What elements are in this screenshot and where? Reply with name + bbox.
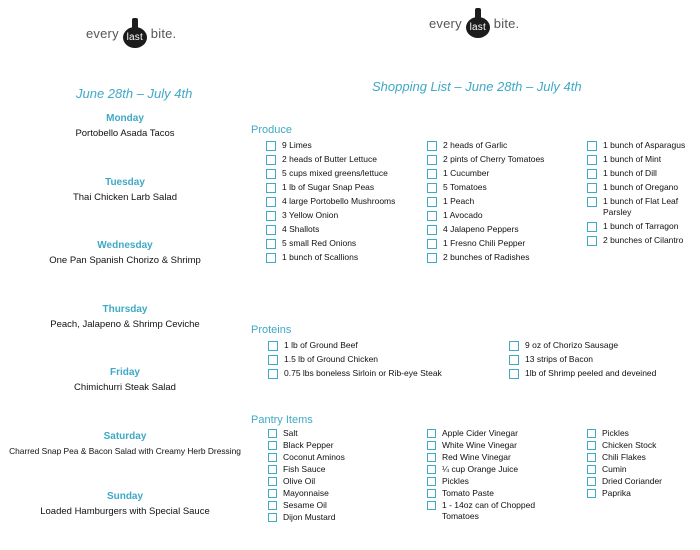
checkbox[interactable]: [427, 141, 437, 151]
list-item[interactable]: 1 bunch of Asparagus: [587, 140, 697, 151]
proteins-column-1: [268, 340, 498, 382]
checkbox[interactable]: [268, 465, 277, 474]
pantry-column-1: [268, 428, 408, 524]
list-item[interactable]: 1 Fresno Chili Pepper: [427, 238, 567, 249]
list-item[interactable]: White Wine Vinegar: [427, 440, 567, 451]
list-item[interactable]: Pickles: [587, 428, 697, 439]
day-name: Thursday: [102, 304, 148, 315]
checkbox[interactable]: [268, 477, 277, 486]
day-name: Sunday: [106, 491, 144, 502]
checkbox[interactable]: [587, 441, 596, 450]
list-item[interactable]: 1 bunch of Scallions: [266, 252, 416, 263]
checkbox[interactable]: [427, 169, 437, 179]
list-item[interactable]: Mayonnaise: [268, 488, 408, 499]
list-item[interactable]: 4 Shallots: [266, 224, 416, 235]
checkbox[interactable]: [268, 441, 277, 450]
list-item[interactable]: 1 bunch of Flat Leaf Parsley: [587, 196, 697, 218]
checkbox[interactable]: [587, 477, 596, 486]
checkbox[interactable]: [268, 341, 278, 351]
list-item[interactable]: 1 Avocado: [427, 210, 567, 221]
checkbox[interactable]: [587, 141, 597, 151]
checkbox[interactable]: [427, 489, 436, 498]
list-item[interactable]: Salt: [268, 428, 408, 439]
checkbox[interactable]: [587, 197, 597, 207]
checkbox[interactable]: [266, 183, 276, 193]
list-item[interactable]: 5 small Red Onions: [266, 238, 416, 249]
day-meal: Thai Chicken Larb Salad: [72, 192, 178, 203]
checkbox[interactable]: [587, 489, 596, 498]
day-block-tuesday: [0, 177, 250, 203]
day-meal: Chimichurri Steak Salad: [74, 382, 176, 393]
checkbox[interactable]: [427, 501, 436, 510]
checkbox[interactable]: [268, 513, 277, 522]
day-meal: Loaded Hamburgers with Special Sauce: [40, 506, 210, 517]
day-block-thursday: [0, 304, 250, 330]
list-item[interactable]: Black Pepper: [268, 440, 408, 451]
logo-right: [429, 8, 519, 38]
proteins-column-2: [509, 340, 694, 382]
day-block-wednesday: [0, 240, 250, 266]
checkbox[interactable]: [268, 489, 277, 498]
checkbox[interactable]: [587, 429, 596, 438]
list-item[interactable]: Sesame Oil: [268, 500, 408, 511]
list-item[interactable]: 5 Tomatoes: [427, 182, 567, 193]
list-item[interactable]: 3 Yellow Onion: [266, 210, 416, 221]
logo-word-last: last: [126, 32, 143, 43]
checkbox[interactable]: [266, 169, 276, 179]
list-item[interactable]: 1 bunch of Oregano: [587, 182, 697, 193]
day-meal: Charred Snap Pea & Bacon Salad with Creamy Herb Dressing: [9, 446, 241, 456]
checkbox[interactable]: [268, 355, 278, 365]
list-item[interactable]: 1 bunch of Dill: [587, 168, 697, 179]
section-label-proteins: Proteins: [251, 324, 292, 336]
list-item[interactable]: 2 bunches of Radishes: [427, 252, 567, 263]
list-item[interactable]: Tomato Paste: [427, 488, 567, 499]
pantry-column-2: [427, 428, 567, 523]
list-item[interactable]: Fish Sauce: [268, 464, 408, 475]
checkbox[interactable]: [427, 477, 436, 486]
logo-word-every: every: [86, 25, 119, 41]
checkbox[interactable]: [266, 141, 276, 151]
checkbox[interactable]: [587, 465, 596, 474]
checkbox[interactable]: [427, 465, 436, 474]
list-item[interactable]: 9 oz of Chorizo Sausage: [509, 340, 694, 351]
section-label-pantry: Pantry Items: [251, 414, 313, 426]
list-item[interactable]: 1 Cucumber: [427, 168, 567, 179]
skillet-icon: [123, 18, 147, 48]
checkbox[interactable]: [509, 341, 519, 351]
checkbox[interactable]: [427, 441, 436, 450]
list-item[interactable]: Dried Coriander: [587, 476, 697, 487]
list-item[interactable]: Olive Oil: [268, 476, 408, 487]
produce-column-1: [266, 140, 416, 266]
checkbox[interactable]: [427, 197, 437, 207]
list-item[interactable]: 1 - 14oz can of Chopped Tomatoes: [427, 500, 567, 522]
checkbox[interactable]: [509, 369, 519, 379]
checkbox[interactable]: [427, 211, 437, 221]
skillet-icon: [466, 8, 490, 38]
list-item[interactable]: 9 Limes: [266, 140, 416, 151]
checkbox[interactable]: [266, 211, 276, 221]
list-item[interactable]: 1 lb of Sugar Snap Peas: [266, 182, 416, 193]
section-label-produce: Produce: [251, 124, 292, 136]
logo-left: [86, 18, 176, 48]
day-block-friday: [0, 367, 250, 393]
checkbox[interactable]: [587, 222, 597, 232]
list-item[interactable]: 2 heads of Butter Lettuce: [266, 154, 416, 165]
checkbox[interactable]: [587, 155, 597, 165]
list-item[interactable]: 1 bunch of Tarragon: [587, 221, 697, 232]
list-item[interactable]: 2 heads of Garlic: [427, 140, 567, 151]
checkbox[interactable]: [268, 453, 277, 462]
checkbox[interactable]: [427, 183, 437, 193]
checkbox[interactable]: [266, 239, 276, 249]
list-item[interactable]: 4 Jalapeno Peppers: [427, 224, 567, 235]
list-item[interactable]: 0.75 lbs boneless Sirloin or Rib-eye Steak: [268, 368, 498, 379]
checkbox[interactable]: [266, 155, 276, 165]
checkbox[interactable]: [266, 225, 276, 235]
checkbox[interactable]: [427, 429, 436, 438]
list-item[interactable]: Paprika: [587, 488, 697, 499]
list-item[interactable]: 4 large Portobello Mushrooms: [266, 196, 416, 207]
day-name: Friday: [109, 367, 140, 378]
day-block-sunday: [0, 491, 250, 517]
shopping-list-title: Shopping List – June 28th – July 4th: [372, 79, 582, 94]
day-name: Wednesday: [97, 240, 153, 251]
checkbox[interactable]: [266, 253, 276, 263]
list-item[interactable]: 5 cups mixed greens/lettuce: [266, 168, 416, 179]
day-meal: One Pan Spanish Chorizo & Shrimp: [49, 255, 201, 266]
checkbox[interactable]: [587, 183, 597, 193]
list-item[interactable]: 1.5 lb of Ground Chicken: [268, 354, 498, 365]
day-block-monday: [0, 113, 250, 139]
day-meal: Portobello Asada Tacos: [75, 128, 175, 139]
list-item[interactable]: Red Wine Vinegar: [427, 452, 567, 463]
checkbox[interactable]: [587, 236, 597, 246]
logo-word-every: every: [429, 15, 462, 31]
list-item[interactable]: 2 bunches of Cilantro: [587, 235, 697, 246]
checkbox[interactable]: [587, 453, 596, 462]
day-block-saturday: [0, 431, 250, 456]
logo-word-bite: bite.: [493, 15, 520, 31]
list-item[interactable]: Chili Flakes: [587, 452, 697, 463]
checkbox[interactable]: [427, 453, 436, 462]
list-item[interactable]: 1 lb of Ground Beef: [268, 340, 498, 351]
list-item[interactable]: Apple Cider Vinegar: [427, 428, 567, 439]
checkbox[interactable]: [427, 239, 437, 249]
checkbox[interactable]: [268, 369, 278, 379]
produce-column-2: [427, 140, 567, 266]
checkbox[interactable]: [268, 429, 277, 438]
checkbox[interactable]: [587, 169, 597, 179]
list-item[interactable]: 1 bunch of Mint: [587, 154, 697, 165]
logo-word-bite: bite.: [150, 25, 177, 41]
menu-title: June 28th – July 4th: [76, 86, 193, 101]
day-name: Saturday: [103, 431, 147, 442]
pantry-column-3: [587, 428, 697, 500]
produce-column-3: [587, 140, 697, 249]
list-item[interactable]: 1lb of Shrimp peeled and deveined: [509, 368, 694, 379]
list-item[interactable]: ¼ cup Orange Juice: [427, 464, 567, 475]
list-item[interactable]: Dijon Mustard: [268, 512, 408, 523]
checkbox[interactable]: [268, 501, 277, 510]
checkbox[interactable]: [266, 197, 276, 207]
list-item[interactable]: Pickles: [427, 476, 567, 487]
checkbox[interactable]: [509, 355, 519, 365]
list-item[interactable]: Cumin: [587, 464, 697, 475]
list-item[interactable]: 2 pints of Cherry Tomatoes: [427, 154, 567, 165]
list-item[interactable]: 1 Peach: [427, 196, 567, 207]
checkbox[interactable]: [427, 225, 437, 235]
list-item[interactable]: Chicken Stock: [587, 440, 697, 451]
day-meal: Peach, Jalapeno & Shrimp Ceviche: [50, 319, 200, 330]
logo-word-last: last: [469, 22, 486, 33]
list-item[interactable]: 13 strips of Bacon: [509, 354, 694, 365]
day-name: Monday: [106, 113, 144, 124]
checkbox[interactable]: [427, 253, 437, 263]
day-name: Tuesday: [105, 177, 145, 188]
list-item[interactable]: Coconut Aminos: [268, 452, 408, 463]
checkbox[interactable]: [427, 155, 437, 165]
